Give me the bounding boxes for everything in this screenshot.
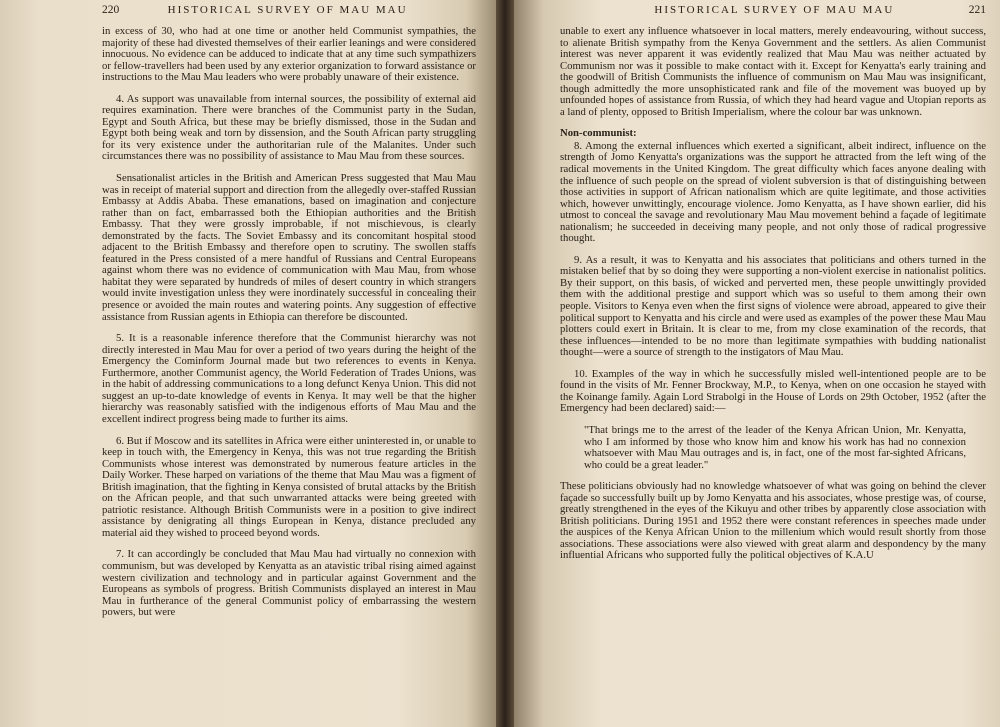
block-quote: "That brings me to the arrest of the leader of the Kenya African Union, Mr. Kenyatta, who I am informed by those who know him and know his work has had no connexion whatsoever with Mau Mau outrages and is, in fact, one of the most far-sighted Africans, who could be a great leader." [584,423,966,471]
right-body-text [560,26,986,562]
left-paragraph-3: Sensationalist articles in the British and American Press suggested that Mau Mau was in receipt of material support and direction from the allegedly over-staffed Russian Embassy at Addis Ababa. These emanations, based on imagination and conjecture rather than on fact, embarrassed both the Ethiopian authorities and the British Embassy. That they were grossly improbable, if not mischievous, is clearly demonstrated by the facts. The Soviet Embassy and its concomitant hospital stood adjacent to the British Embassy and therefore open to scrutiny. The swollen staffs featured in the Press consisted of a mere handful of Russians and Central Europeans against whom there was no evidence of communication with Mau Mau, from whose habitat they were separated by hundreds of miles of desert country in which strangers would invite investigation unless they were inordinately successful in concealing their presence or avoided the main routes and watering points. Any suggestion of effective assistance from Russian agents in Ethiopia can therefore be discounted. [102,172,476,323]
left-paragraph-6: 7. It can accordingly be concluded that Mau Mau had virtually no connexion with communism, but was developed by Kenyatta as an atavistic tribal rising aimed against western civilization and technology and in particular against Government and the Europeans as symbols of progress. British Communists displayed an interest in Mau Mau in furtherance of the general Communist policy of embarrassing the western powers, but were [102,548,476,619]
left-paragraph-1: in excess of 30, who had at one time or another held Communist sympathies, the majority of these had divested themselves of their earlier leanings and were considered innocuous. No evidence can be adduced to indicate that at any time such sympathizers or fellow-travellers had been used by any exterior organization to forward assistance or instructions to the Mau Mau leaders who were probably unaware of their existence. [102,25,476,84]
left-paragraph-2: 4. As support was unavailable from internal sources, the possibility of external aid requires examination. There were branches of the Communist party in the Sudan, Egypt and South Africa, but these may be briefly dismissed, those in the Sudan and Egypt both being weak and torn by dissension, and the South African party struggling for its very existence under the authoritarian rule of the Malanites. Under such circumstances there was no possibility of assistance to Mau Mau from these sources. [102,92,476,163]
left-paragraph-4: 5. It is a reasonable inference therefore that the Communist hierarchy was not directly interested in Mau Mau for over a period of two years during the height of the Emergency the Cominform Journal made but two references to events in Kenya. Furthermore, another Communist agency, the World Federation of Trades Unions, was in the habit of addressing communications to a long defunct Kenya Union. This did not suggest an up-to-date knowledge of events in Kenya. It may well be that the higher hierarchy was reasonably satisfied with the indigenous efforts of Mau Mau and the excellent indirect progress being made to further its aims. [102,332,476,425]
book-gutter [496,0,514,727]
section-heading: Non-communist: [560,127,637,140]
left-running-head [102,4,476,20]
right-closing-paragraph: These politicians obviously had no knowledge whatsoever of what was going on behind the clever façade so successfully built up by Jomo Kenyatta and his associates, whose prestige was, of course, greatly strengthened in the eyes of the Kikuyu and other tribes by apparently close association with British politicians. During 1951 and 1952 there were constant references in speeches made under the auspices of the Kenya African Union to the millenium which would result shortly from those associations. These associations were also viewed with great alarm and despondency by the many influential Africans who supported fully the political objectives of K.A.U [560,480,986,562]
left-body-text [102,26,476,619]
right-running-head [560,4,986,20]
left-header-title: HISTORICAL SURVEY OF MAU MAU [167,4,408,16]
right-paragraph-9: 9. As a result, it was to Kenyatta and his associates that politicians and others turned in the mistaken belief that by so doing they were supporting a non-violent exercise in nationalist politics. By their support, on this basis, of wicked and perverted men, these people unwittingly provided them with the additional prestige and support which was so useful to them among their own people. Visitors to Kenya even when the first signs of violence were abroad, appeared to give their political support to Kenyatta and his circle and were used as examples of the power these Mau Mau plotters could exert in Britain. It is clear to me, from my close examination of the records, that these influences—intended to be no more than legitimate sympathies with budding nationalist thought—were a source of strength to the instigators of Mau Mau. [560,253,986,359]
right-header-title: HISTORICAL SURVEY OF MAU MAU [654,4,895,16]
right-paragraph-10: 10. Examples of the way in which he successfully misled well-intentioned people are to be found in the visits of Mr. Fenner Brockway, M.P., to Kenya, when on one occasion he stayed with the Koinange family. Again Lord Strabolgi in the House of Lords on 29th October, 1952 (after the Emergency had been declared) said:— [560,367,986,415]
right-paragraph-8: 8. Among the external influences which exerted a significant, albeit indirect, influence on the strength of Jomo Kenyatta's organizations was the support he attracted from the left wing of the radical movements in the United Kingdom. The great difficulty which faces anyone dealing with the influence of such people on the spread of violent subversion is that of distinguishing between those activities in support of African nationalism which are quite legitimate, and those activities which, however unwittingly, encourage violence. Jomo Kenyatta, as I have shown earlier, did his utmost to conceal the savage and revolutionary Mau Mau movement behind a façade of legitimate nationalism; he succeeded in deceiving many people, and not only those of radical progressive thought. [560,139,986,245]
left-paragraph-5: 6. But if Moscow and its satellites in Africa were either uninterested in, or unable to keep in touch with, the Emergency in Kenya, this was not true regarding the British Communists whose interest was demonstrated by numerous feature articles in the Daily Worker. These harped on variations of the theme that Mau Mau was a figment of British imagination, that the fighting in Kenya consisted of brutal attacks by the British on the African people, and that such unwarranted attacks were being greeted with patriotic resistance. Although British Communists were in a position to give indirect assistance by denigrating all things European in Kenya, distance precluded any material aid they wished to proceed beyond words. [102,434,476,539]
right-paragraph-1: unable to exert any influence whatsoever in local matters, merely endeavouring, without success, to alienate British sympathy from the Kenya Government and the settlers. As alien Communist interest was never apparent it was evidently realized that Mau Mau was neither actuated by Communism nor was it possible to make contact with it. Except for Kenyatta's early training and the goodwill of British Communists the influence of communism on Mau Mau was insignificant, though admittedly the more unsophisticated rank and file of the movement was buoyed up by unfounded hopes of assistance from Russia, of which they had heard vague and Utopian reports as a land of plenty, opposed to British Imperialism, where the colour bar was unknown. [560,25,986,118]
left-page [0,0,496,727]
right-page-number: 221 [968,4,986,16]
right-page [514,0,1000,727]
left-page-number: 220 [102,4,120,16]
